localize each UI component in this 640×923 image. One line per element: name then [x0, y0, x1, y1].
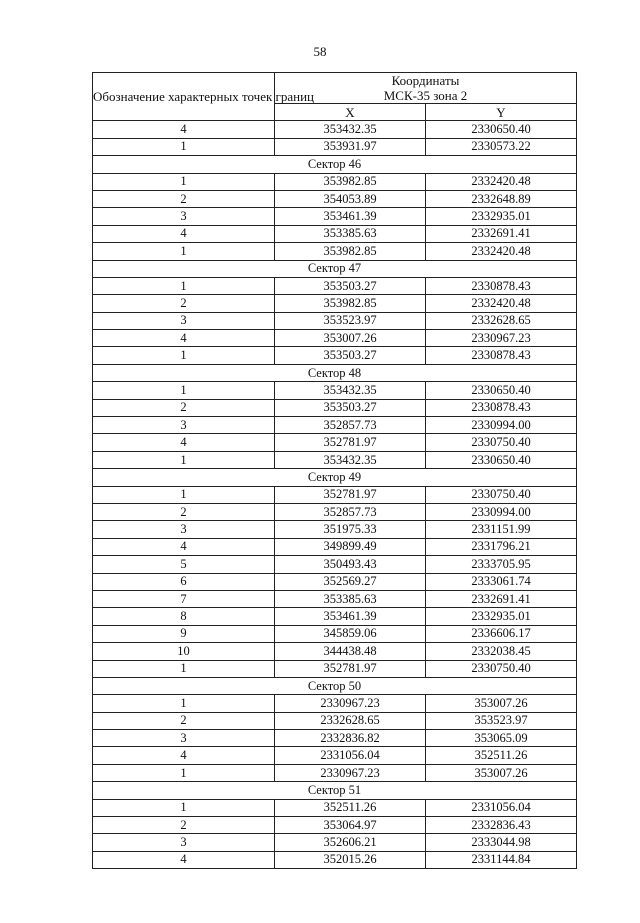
table-row [93, 851, 577, 868]
page-number: 58 [313, 44, 327, 59]
x-coordinate: 353982.85 [275, 295, 426, 312]
y-coordinate: 2331796.21 [426, 538, 577, 555]
y-coordinate: 2330750.40 [426, 660, 577, 677]
point-number: 3 [93, 730, 275, 747]
y-coordinate: 2332420.48 [426, 295, 577, 312]
table-row [93, 556, 577, 573]
header-point-label: Обозначение характерных точек границ [93, 73, 275, 121]
y-coordinate: 2332691.41 [426, 590, 577, 607]
y-coordinate: 353065.09 [426, 730, 577, 747]
y-coordinate: 2330650.40 [426, 121, 577, 138]
header-coordinates-title: Координаты [391, 73, 460, 88]
point-number: 1 [93, 243, 275, 260]
x-coordinate: 2331056.04 [275, 747, 426, 764]
sector-title: Сектор 51 [93, 782, 577, 799]
point-number: 2 [93, 190, 275, 207]
x-coordinate: 353982.85 [275, 243, 426, 260]
point-number: 1 [93, 138, 275, 155]
header-coordinate-system: МСК-35 зона 2 [383, 88, 468, 103]
y-coordinate: 2332628.65 [426, 312, 577, 329]
table-row [93, 695, 577, 712]
point-number: 4 [93, 538, 275, 555]
point-number: 1 [93, 382, 275, 399]
sector-row [93, 260, 577, 277]
x-coordinate: 353432.35 [275, 121, 426, 138]
point-number: 6 [93, 573, 275, 590]
table-row [93, 573, 577, 590]
y-coordinate: 2330994.00 [426, 417, 577, 434]
point-number: 3 [93, 208, 275, 225]
y-coordinate: 2332420.48 [426, 243, 577, 260]
y-coordinate: 2330878.43 [426, 347, 577, 364]
table-row [93, 730, 577, 747]
x-coordinate: 353523.97 [275, 312, 426, 329]
x-coordinate: 352569.27 [275, 573, 426, 590]
table-row [93, 747, 577, 764]
header-y: Y [426, 104, 577, 121]
y-coordinate: 2330878.43 [426, 399, 577, 416]
y-coordinate: 2333061.74 [426, 573, 577, 590]
table-row [93, 799, 577, 816]
point-number: 2 [93, 712, 275, 729]
point-number: 1 [93, 277, 275, 294]
point-number: 1 [93, 660, 275, 677]
y-coordinate: 2333044.98 [426, 834, 577, 851]
x-coordinate: 352781.97 [275, 660, 426, 677]
table-row [93, 834, 577, 851]
point-number: 9 [93, 625, 275, 642]
table-row [93, 764, 577, 781]
table-row [93, 503, 577, 520]
x-coordinate: 352781.97 [275, 434, 426, 451]
y-coordinate: 352511.26 [426, 747, 577, 764]
point-number: 3 [93, 417, 275, 434]
x-coordinate: 350493.43 [275, 556, 426, 573]
x-coordinate: 353503.27 [275, 277, 426, 294]
x-coordinate: 2330967.23 [275, 764, 426, 781]
point-number: 4 [93, 747, 275, 764]
sector-row [93, 469, 577, 486]
table-row [93, 121, 577, 138]
table-row [93, 382, 577, 399]
point-number: 1 [93, 451, 275, 468]
point-number: 1 [93, 486, 275, 503]
table-header [93, 73, 577, 121]
x-coordinate: 352857.73 [275, 503, 426, 520]
x-coordinate: 354053.89 [275, 190, 426, 207]
y-coordinate: 2332420.48 [426, 173, 577, 190]
x-coordinate: 352511.26 [275, 799, 426, 816]
y-coordinate: 2336606.17 [426, 625, 577, 642]
y-coordinate: 353007.26 [426, 695, 577, 712]
y-coordinate: 2332691.41 [426, 225, 577, 242]
table-row [93, 243, 577, 260]
table-row [93, 712, 577, 729]
point-number: 3 [93, 312, 275, 329]
point-number: 1 [93, 695, 275, 712]
point-number: 2 [93, 503, 275, 520]
x-coordinate: 353931.97 [275, 138, 426, 155]
y-coordinate: 353007.26 [426, 764, 577, 781]
x-coordinate: 352606.21 [275, 834, 426, 851]
table-row [93, 434, 577, 451]
y-coordinate: 2331056.04 [426, 799, 577, 816]
y-coordinate: 2332648.89 [426, 190, 577, 207]
y-coordinate: 2330878.43 [426, 277, 577, 294]
x-coordinate: 344438.48 [275, 643, 426, 660]
y-coordinate: 2330573.22 [426, 138, 577, 155]
point-number: 2 [93, 295, 275, 312]
table-row [93, 347, 577, 364]
y-coordinate: 2333705.95 [426, 556, 577, 573]
x-coordinate: 353432.35 [275, 382, 426, 399]
y-coordinate: 2330650.40 [426, 451, 577, 468]
x-coordinate: 353064.97 [275, 817, 426, 834]
y-coordinate: 2330750.40 [426, 434, 577, 451]
point-number: 4 [93, 434, 275, 451]
y-coordinate: 353523.97 [426, 712, 577, 729]
y-coordinate: 2330650.40 [426, 382, 577, 399]
x-coordinate: 353503.27 [275, 399, 426, 416]
table-row [93, 608, 577, 625]
table-row [93, 451, 577, 468]
point-number: 4 [93, 121, 275, 138]
table-body [93, 121, 577, 869]
point-number: 5 [93, 556, 275, 573]
x-coordinate: 345859.06 [275, 625, 426, 642]
x-coordinate: 353007.26 [275, 330, 426, 347]
table-row [93, 399, 577, 416]
x-coordinate: 353385.63 [275, 225, 426, 242]
x-coordinate: 2332628.65 [275, 712, 426, 729]
header-coordinates [275, 73, 577, 104]
table-row [93, 817, 577, 834]
y-coordinate: 2331144.84 [426, 851, 577, 868]
table-row [93, 190, 577, 207]
x-coordinate: 351975.33 [275, 521, 426, 538]
x-coordinate: 2330967.23 [275, 695, 426, 712]
table-row [93, 330, 577, 347]
y-coordinate: 2332038.45 [426, 643, 577, 660]
point-number: 4 [93, 330, 275, 347]
table-row [93, 417, 577, 434]
y-coordinate: 2331151.99 [426, 521, 577, 538]
table-row [93, 295, 577, 312]
table-row [93, 173, 577, 190]
table-row [93, 660, 577, 677]
table-row [93, 538, 577, 555]
point-number: 1 [93, 347, 275, 364]
point-number: 7 [93, 590, 275, 607]
point-number: 4 [93, 225, 275, 242]
table-row [93, 312, 577, 329]
sector-title: Сектор 47 [93, 260, 577, 277]
table-row [93, 225, 577, 242]
y-coordinate: 2330750.40 [426, 486, 577, 503]
y-coordinate: 2332935.01 [426, 208, 577, 225]
table-row [93, 208, 577, 225]
table-row [93, 521, 577, 538]
point-number: 3 [93, 521, 275, 538]
point-number: 4 [93, 851, 275, 868]
table-row [93, 277, 577, 294]
y-coordinate: 2332935.01 [426, 608, 577, 625]
x-coordinate: 352857.73 [275, 417, 426, 434]
x-coordinate: 353982.85 [275, 173, 426, 190]
table-row [93, 625, 577, 642]
x-coordinate: 353503.27 [275, 347, 426, 364]
x-coordinate: 353432.35 [275, 451, 426, 468]
sector-row [93, 156, 577, 173]
point-number: 3 [93, 834, 275, 851]
point-number: 1 [93, 764, 275, 781]
point-number: 1 [93, 799, 275, 816]
table-row [93, 138, 577, 155]
sector-title: Сектор 49 [93, 469, 577, 486]
sector-title: Сектор 46 [93, 156, 577, 173]
table-row [93, 643, 577, 660]
x-coordinate: 349899.49 [275, 538, 426, 555]
sector-row [93, 364, 577, 381]
coordinates-table [92, 72, 577, 869]
sector-title: Сектор 50 [93, 677, 577, 694]
point-number: 8 [93, 608, 275, 625]
point-number: 2 [93, 817, 275, 834]
y-coordinate: 2330994.00 [426, 503, 577, 520]
y-coordinate: 2330967.23 [426, 330, 577, 347]
x-coordinate: 2332836.82 [275, 730, 426, 747]
x-coordinate: 353461.39 [275, 208, 426, 225]
x-coordinate: 352015.26 [275, 851, 426, 868]
x-coordinate: 352781.97 [275, 486, 426, 503]
point-number: 1 [93, 173, 275, 190]
table-row [93, 590, 577, 607]
x-coordinate: 353461.39 [275, 608, 426, 625]
sector-title: Сектор 48 [93, 364, 577, 381]
x-coordinate: 353385.63 [275, 590, 426, 607]
y-coordinate: 2332836.43 [426, 817, 577, 834]
sector-row [93, 677, 577, 694]
point-number: 10 [93, 643, 275, 660]
sector-row [93, 782, 577, 799]
point-number: 2 [93, 399, 275, 416]
table-row [93, 486, 577, 503]
header-x: X [275, 104, 426, 121]
